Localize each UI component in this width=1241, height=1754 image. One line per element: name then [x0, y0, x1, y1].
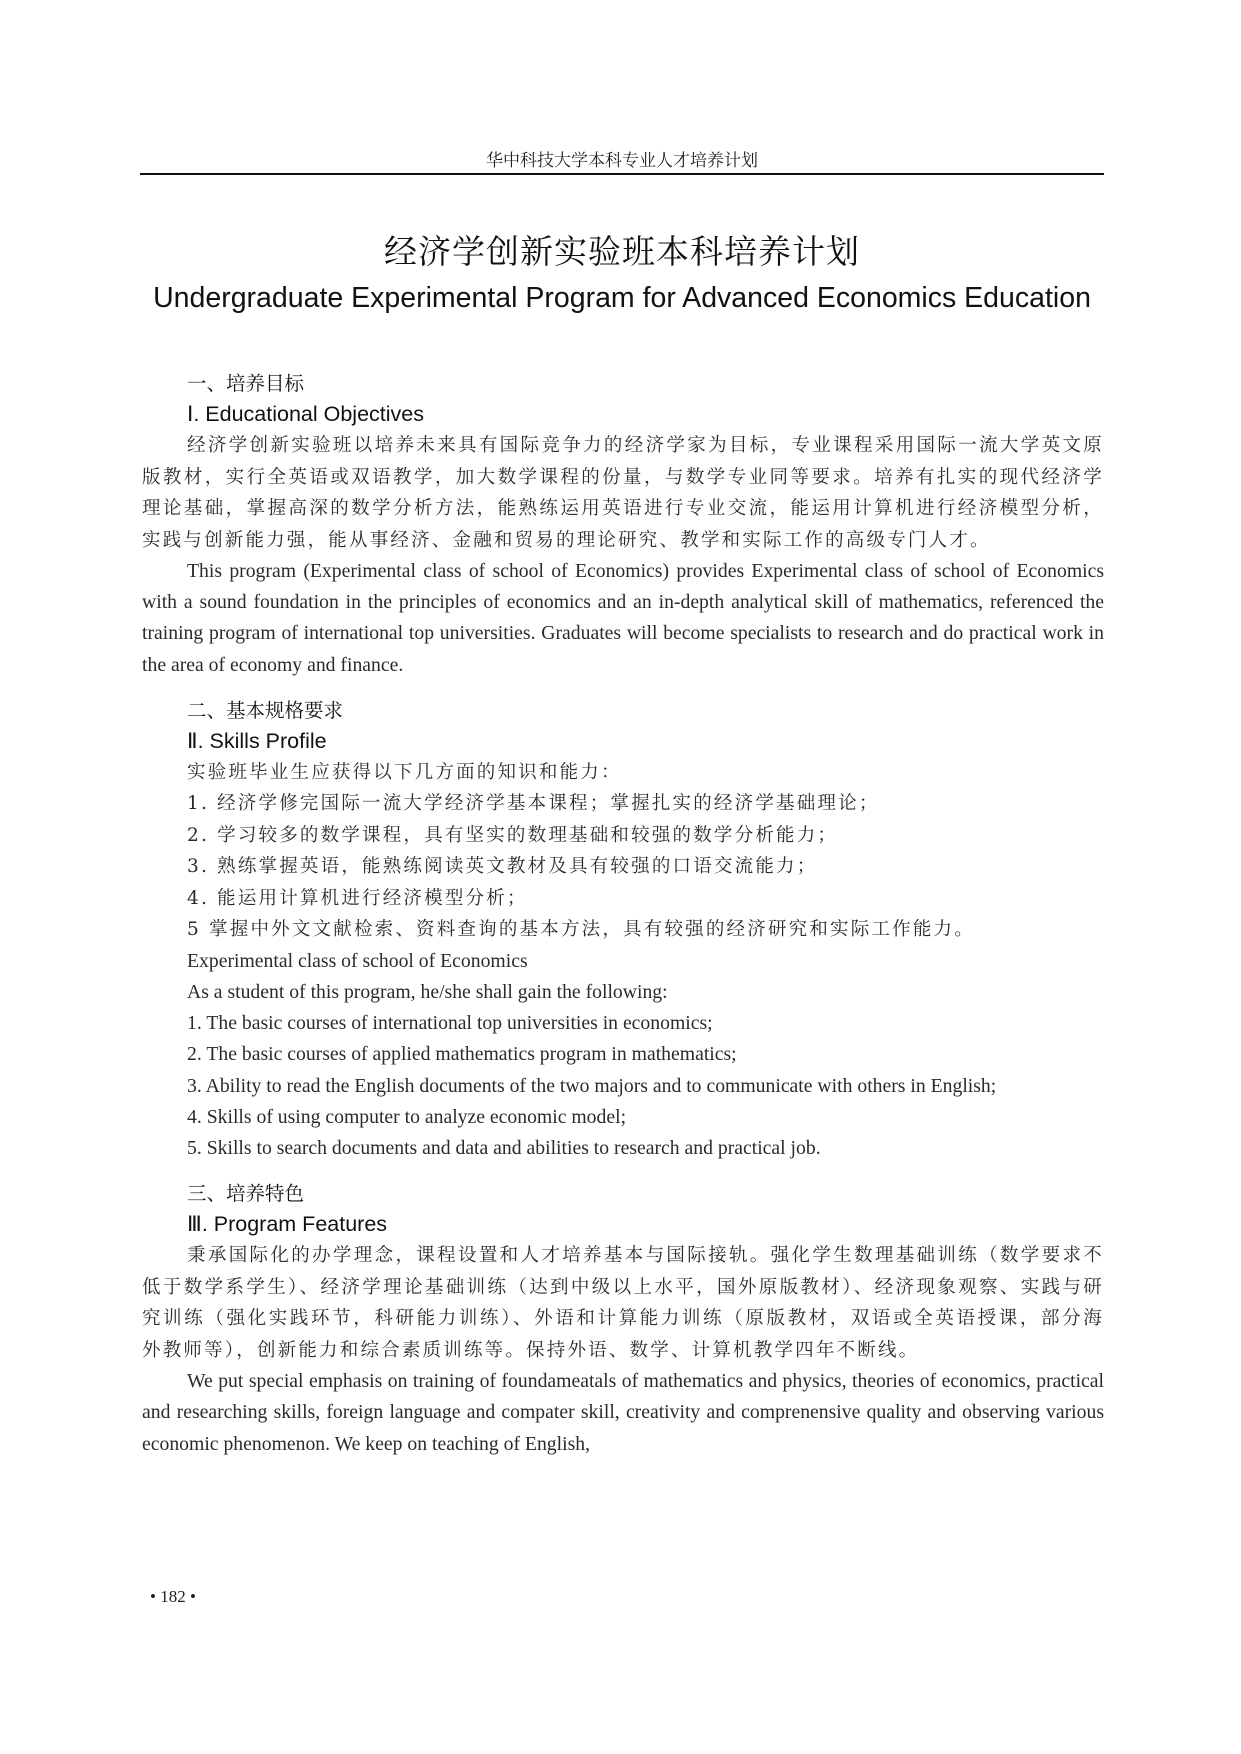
list-item: 1. 经济学修完国际一流大学经济学基本课程；掌握扎实的经济学基础理论；	[187, 793, 880, 815]
section-heading-en: Ⅱ. Skills Profile	[187, 728, 327, 753]
list-item: 5 掌握中外文文献检索、资料查询的基本方法，具有较强的经济研究和实际工作能力。	[187, 919, 975, 941]
list-item: 5. Skills to search documents and data and abilities to research and practical job.	[187, 1137, 821, 1160]
list-item: 4. Skills of using computer to analyze economic model;	[187, 1105, 627, 1128]
running-header: 华中科技大学本科专业人才培养计划	[486, 151, 758, 171]
list-item: 2. The basic courses of applied mathematics program in mathematics;	[187, 1043, 737, 1066]
paragraph-cn: 经济学创新实验班以培养未来具有国际竞争力的经济学家为目标，专业课程采用国际一流大学英文原版教材，实行全英语或双语教学，加大数学课程的份量，与数学专业同等要求。培养有扎实的现代经济学理论基础，掌握高深的数学分析方法，能熟练运用英语进行专业交流，能运用计算机进行经济模型分析，实践与创新能力强，能从事经济、金融和贸易的理论研究、教学和实际工作的高级专门人才。	[142, 435, 1104, 551]
section-heading-cn: 一、培养目标	[187, 372, 305, 395]
list-intro-en: As a student of this program, he/she shall gain the following:	[187, 981, 668, 1004]
document-body	[142, 368, 1104, 1460]
subtitle-en: Experimental class of school of Economics	[187, 949, 528, 972]
section-heading-cn: 三、培养特色	[187, 1182, 305, 1206]
header-rule	[140, 173, 1104, 175]
paragraph-en: This program (Experimental class of school of Economics) provides Experimental class of school of Economics with a sound foundation in the principles of economics and an in-depth analytical skill of mathematics, referenced the training program of international top universities. Graduates will become specialists to research and do practical work in the area of economy and finance.	[142, 560, 1104, 676]
paragraph-cn: 秉承国际化的办学理念，课程设置和人才培养基本与国际接轨。强化学生数理基础训练（数学要求不低于数学系学生）、经济学理论基础训练（达到中级以上水平，国外原版教材）、经济现象观察、实践与研究训练（强化实践环节，科研能力训练）、外语和计算能力训练（原版教材，双语或全英语授课，部分海外教师等），创新能力和综合素质训练等。保持外语、数学、计算机教学四年不断线。	[142, 1245, 1104, 1361]
page-title-cn: 经济学创新实验班本科培养计划	[384, 232, 860, 271]
paragraph-en: We put special emphasis on training of foundameatals of mathematics and physics, theories of economics, practical and researching skills, foreign language and compater skill, creativity and comprenensive quality and observing various economic phenomenon. We keep on teaching of English,	[142, 1370, 1104, 1455]
section-heading-en: Ⅲ. Program Features	[187, 1212, 388, 1237]
list-intro-cn: 实验班毕业生应获得以下几方面的知识和能力：	[187, 761, 622, 783]
list-item: 2. 学习较多的数学课程，具有坚实的数理基础和较强的数学分析能力；	[187, 824, 839, 846]
page-title-en: Undergraduate Experimental Program for Advanced Economics Education	[153, 282, 1091, 314]
section-heading-en: Ⅰ. Educational Objectives	[187, 402, 424, 426]
page-number: • 182 •	[150, 1587, 196, 1606]
list-item: 3. Ability to read the English documents of the two majors and to communicate with others in English;	[187, 1074, 997, 1097]
list-item: 1. The basic courses of international top universities in economics;	[187, 1012, 713, 1035]
list-item: 4. 能运用计算机进行经济模型分析；	[187, 887, 528, 909]
list-item: 3. 熟练掌握英语，能熟练阅读英文教材及具有较强的口语交流能力；	[187, 856, 818, 878]
section-heading-cn: 二、基本规格要求	[187, 698, 344, 722]
